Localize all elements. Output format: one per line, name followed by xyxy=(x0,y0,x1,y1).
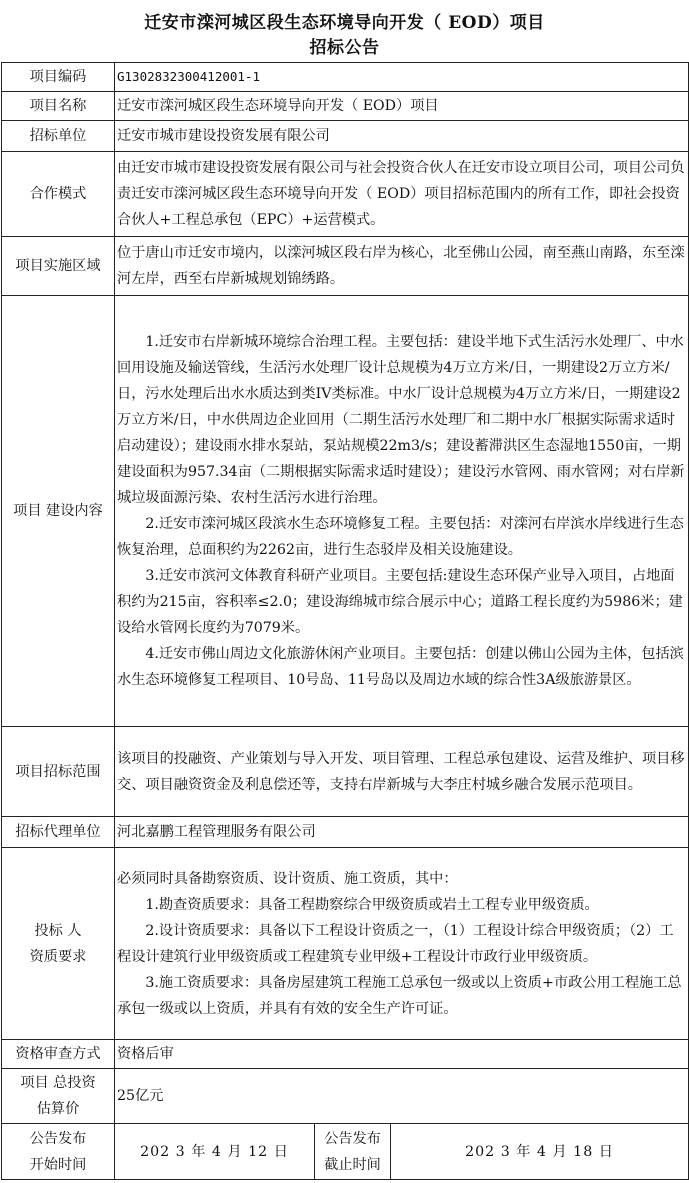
row-tender-scope xyxy=(2,727,689,817)
cooperation-mode-label: 合作模式 xyxy=(2,152,115,237)
row-cooperation-mode xyxy=(2,152,689,237)
content-item-4: 4.迁安市佛山周边文化旅游休闲产业项目。主要包括：创建以佛山公园为主体，包括滨水生态环境修复工程项目、10号岛、11号岛以及周边水域的综合性3A级旅游景区。 xyxy=(117,646,684,688)
qualification-review-label: 资格审查方式 xyxy=(2,1040,115,1069)
construction-content-value xyxy=(115,296,689,727)
tender-scope-value: 该项目的投融资、产业策划与导入开发、项目管理、工程总承包建设、运营及维护、项目移交、项目融资资金及利息偿还等，支持右岸新城与大李庄村城乡融合发展示范项目。 xyxy=(115,727,689,817)
row-qualification xyxy=(2,848,689,1040)
tender-scope-label: 项目招标范围 xyxy=(2,727,115,817)
construction-content-label: 项目 建设内容 xyxy=(2,296,115,727)
project-code-value: G1302832300412001-1 xyxy=(115,63,689,92)
qualification-item-1: 1.勘查资质要求：具备工程勘察综合甲级资质或岩土工程专业甲级资质。 xyxy=(145,896,599,913)
page-title: 迁安市滦河城区段生态环境导向开发（ EOD）项目 xyxy=(144,13,545,33)
investment-value: 25亿元 xyxy=(115,1069,689,1124)
tender-agent-value: 河北嘉鹏工程管理服务有限公司 xyxy=(115,817,689,848)
tenderer-value: 迁安市城市建设投资发展有限公司 xyxy=(115,121,689,152)
row-project-name xyxy=(2,92,689,121)
qualification-item-3: 3.施工资质要求：具备房屋建筑工程施工总承包一级或以上资质+市政公用工程施工总承包一级或以上资质，并具有有效的安全生产许可证。 xyxy=(117,974,682,1017)
qualification-label: 投标 人 资质要求 xyxy=(2,848,115,1040)
content-item-1: 1.迁安市右岸新城环境综合治理工程。主要包括：建设半地下式生活污水处理厂、中水回用设施及输送管线，生活污水处理厂设计总规模为4万立方米/日，一期建设2万立方米/日，污水处理后出水水质达到类IV类标准。中水厂设计总规模为4万立方米/日，一期建设2万立方米/日，中水供周边企业回用（二期生活污水处理厂和二期中水厂根据实际需求适时启动建设）；建设雨水排水泵站，泵站规模22m3/s；建设蓄滞洪区生态湿地1550亩，一期建设面积为957.34亩（二期根据实际需求适时建设）；建设污水管网、雨水管网；对右岸新城垃圾面源污染、农村生活污水进行治理。 xyxy=(117,334,685,506)
row-construction-content xyxy=(2,296,689,727)
cooperation-mode-value: 由迁安市城市建设投资发展有限公司与社会投资合伙人在迁安市设立项目公司，项目公司负责迁安市滦河城区段生态环境导向开发（ EOD）项目招标范围内的所有工作，即社会投资合伙人+工程总承包（EPC）+运营模式。 xyxy=(115,152,689,237)
qualification-review-value: 资格后审 xyxy=(115,1040,689,1069)
qualification-value xyxy=(115,848,689,1040)
row-project-code xyxy=(2,63,689,92)
end-time-label: 公告发布 截止时间 xyxy=(315,1124,391,1180)
tenderer-label: 招标单位 xyxy=(2,121,115,152)
page-subtitle: 招标公告 xyxy=(309,38,380,58)
start-time-value: 202 3 年 4 月 12 日 xyxy=(115,1124,315,1180)
implementation-area-value: 位于唐山市迁安市境内，以滦河城区段右岸为核心，北至佛山公园，南至燕山南路，东至滦河左岸，西至右岸新城规划锦绣路。 xyxy=(115,237,689,296)
project-name-label: 项目名称 xyxy=(2,92,115,121)
project-name-value: 迁安市滦河城区段生态环境导向开发（ EOD）项目 xyxy=(115,92,689,121)
row-tenderer xyxy=(2,121,689,152)
row-qualification-review xyxy=(2,1040,689,1069)
end-time-value: 202 3 年 4 月 18 日 xyxy=(391,1124,689,1180)
start-time-label: 公告发布 开始时间 xyxy=(2,1124,115,1180)
announcement-table xyxy=(1,62,689,1180)
row-implementation-area xyxy=(2,237,689,296)
row-investment xyxy=(2,1069,689,1124)
content-item-2: 2.迁安市滦河城区段滨水生态环境修复工程。主要包括：对滦河右岸滨水岸线进行生态恢复治理，总面积约为2262亩，进行生态驳岸及相关设施建设。 xyxy=(117,516,684,558)
project-code-label: 项目编码 xyxy=(2,63,115,92)
implementation-area-label: 项目实施区域 xyxy=(2,237,115,296)
row-announcement-dates xyxy=(2,1124,689,1180)
content-item-3: 3.迁安市滨河文体教育科研产业项目。主要包括:建设生态环保产业导入项目，占地面积约为215亩，容积率≤2.0；建设海绵城市综合展示中心；道路工程长度约为5986米；建设给水管网长度约为7079米。 xyxy=(117,568,683,636)
qualification-item-2: 2.设计资质要求：具备以下工程设计资质之一，（1）工程设计综合甲级资质；（2）工程设计建筑行业甲级资质或工程建筑专业甲级+工程设计市政行业甲级资质。 xyxy=(117,922,674,965)
investment-label: 项目 总投资 估算价 xyxy=(2,1069,115,1124)
qualification-intro: 必须同时具备勘察资质、设计资质、施工资质，其中： xyxy=(117,870,458,887)
tender-agent-label: 招标代理单位 xyxy=(2,817,115,848)
row-tender-agent xyxy=(2,817,689,848)
